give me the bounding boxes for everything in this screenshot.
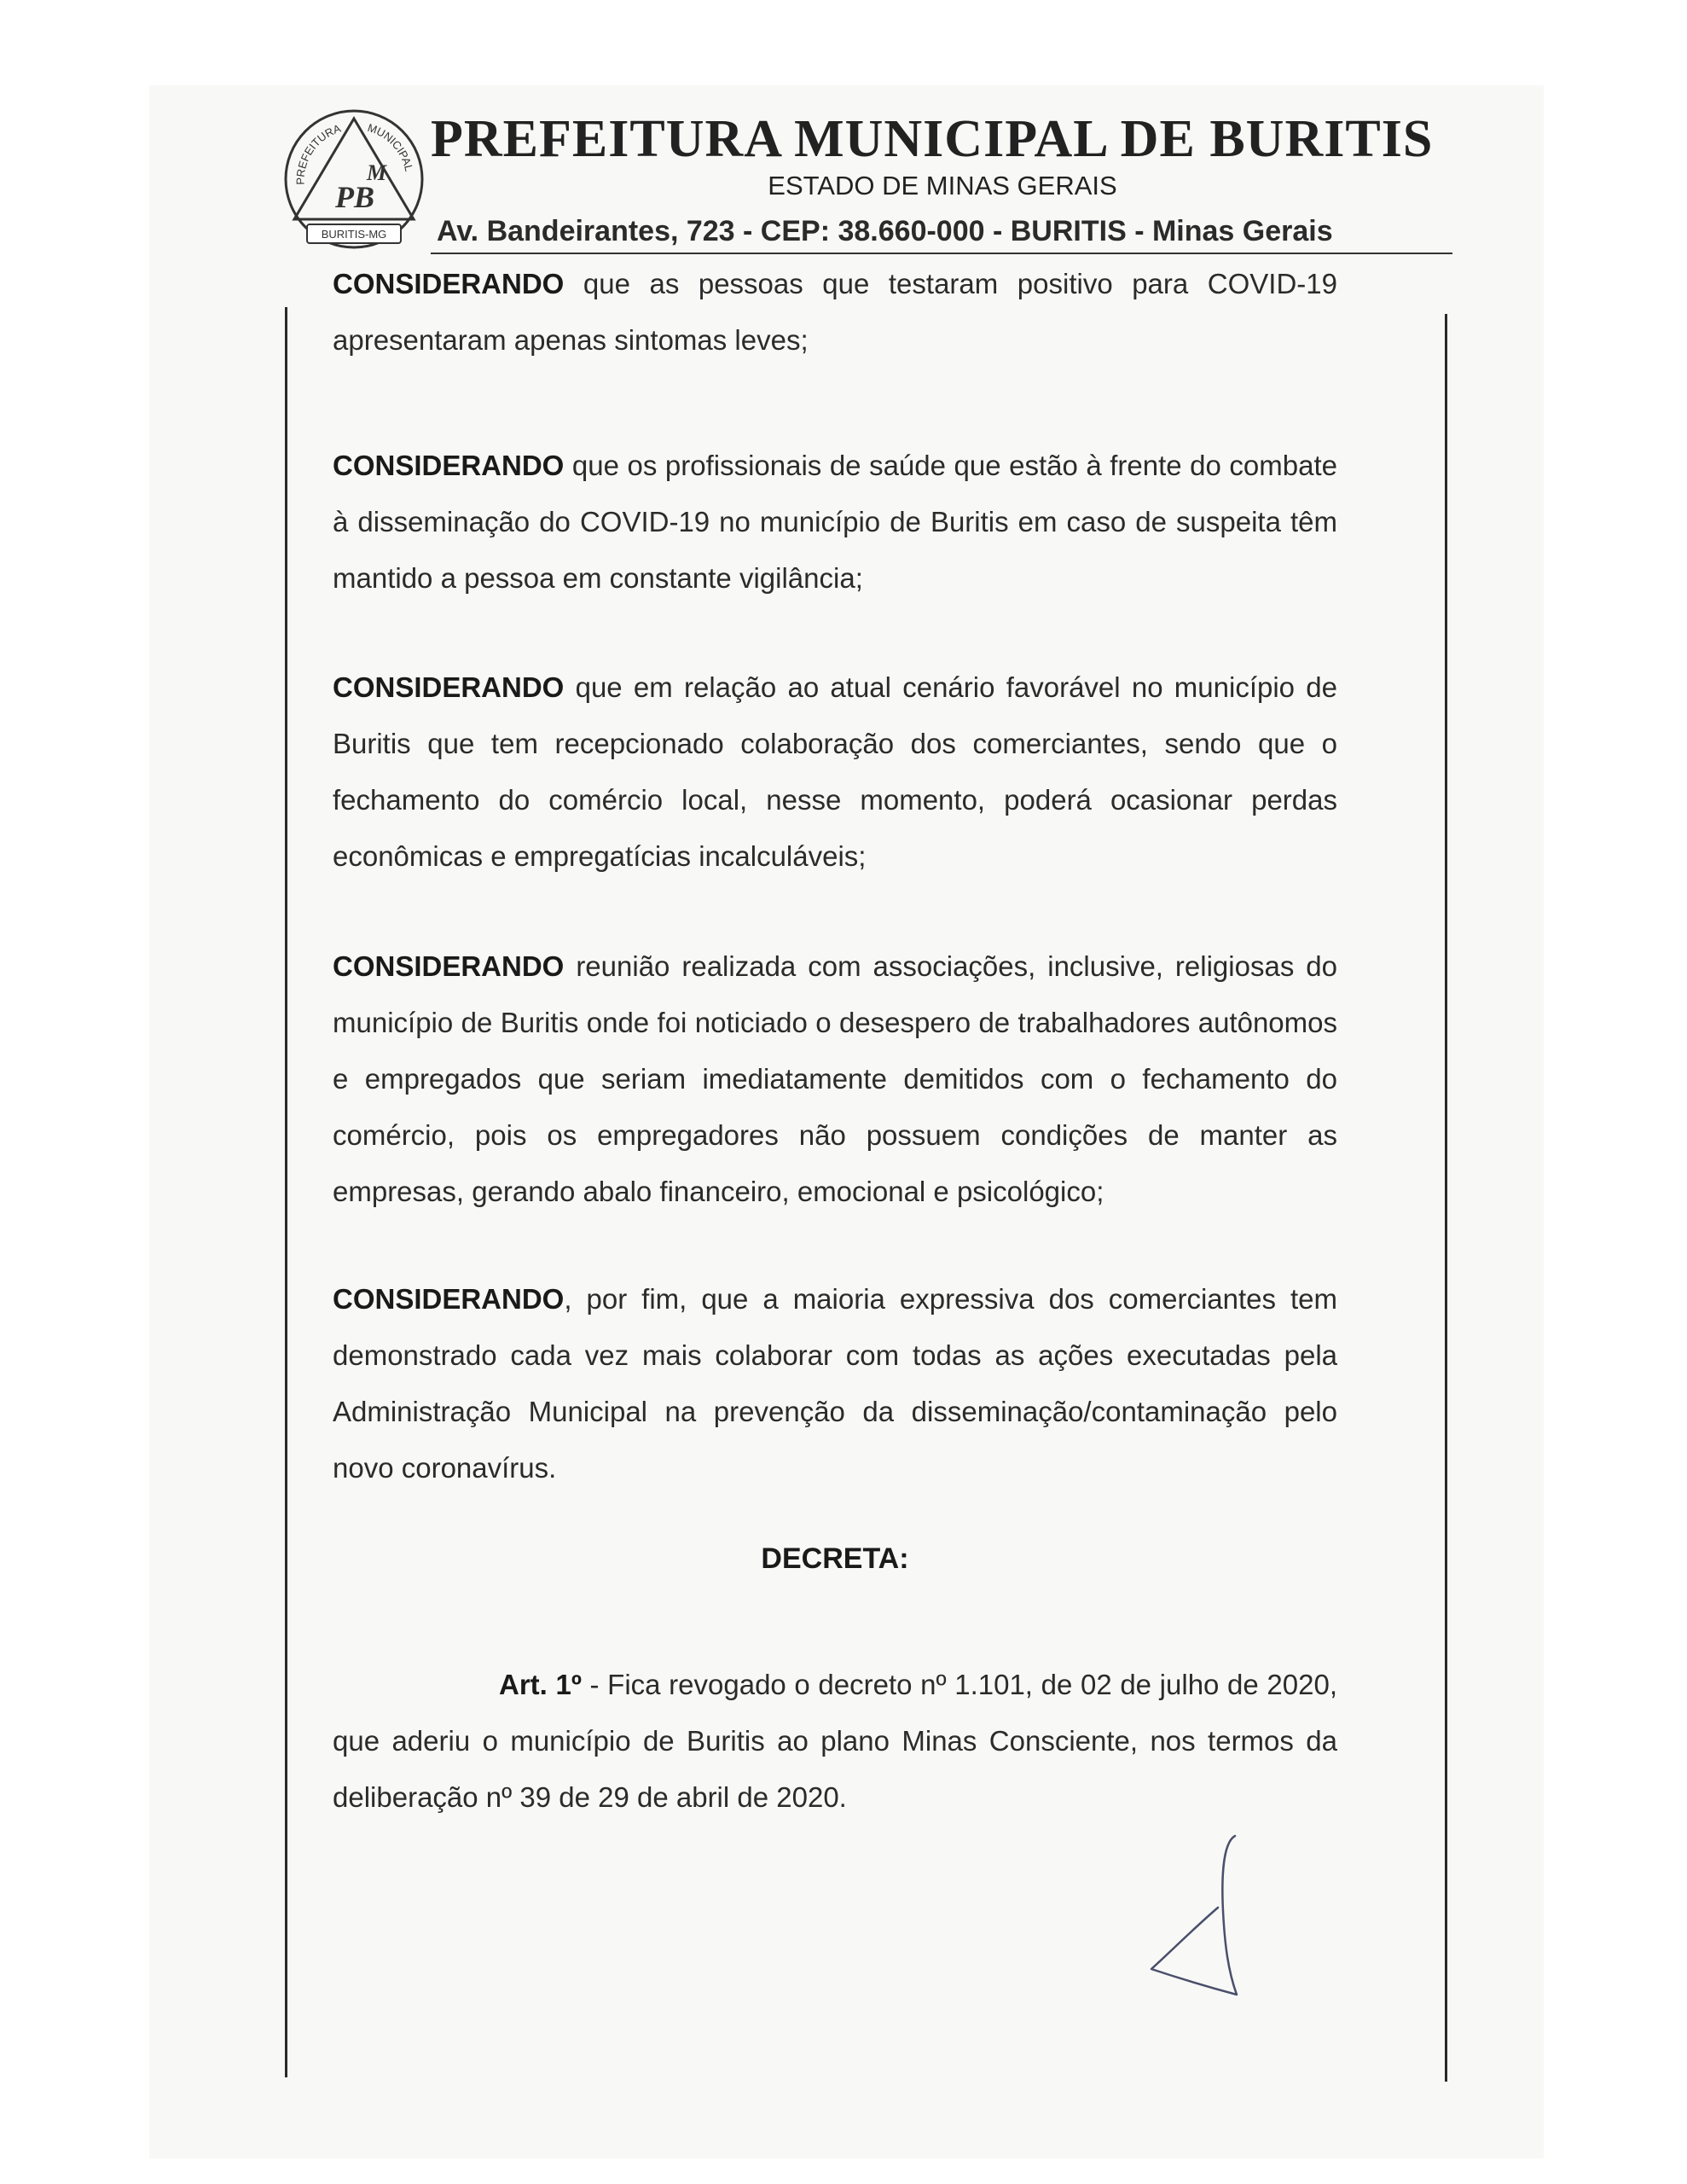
seal-right-text: MUNICIPAL [366, 120, 416, 173]
right-margin-line [1445, 314, 1447, 2082]
article-label: Art. 1º [499, 1669, 582, 1700]
considerando-paragraph-4 [333, 938, 1337, 1220]
considerando-keyword: CONSIDERANDO [333, 950, 565, 982]
municipal-seal-logo [281, 107, 426, 252]
article-text: - Fica revogado o decreto nº 1.101, de 02 de julho de 2020, que aderiu o município de Buritis ao plano Minas Consciente, nos termos da deliberação nº 39 de 29 de abril de 2020. [333, 1669, 1337, 1813]
letterhead-title: PREFEITURA MUNICIPAL DE BURITIS [431, 110, 1434, 168]
considerando-keyword: CONSIDERANDO [333, 268, 565, 299]
considerando-keyword: CONSIDERANDO [333, 450, 565, 481]
seal-monogram: PB [335, 180, 375, 214]
seal-top-text: PREFEITURA [293, 121, 343, 185]
paragraph-text: , por fim, que a maioria expressiva dos comerciantes tem demonstrado cada vez mais colaborar com todas as ações executadas pela Administração Municipal na prevenção da disseminação/contaminação pelo novo coronavírus. [333, 1283, 1337, 1484]
letterhead-address: Av. Bandeirantes, 723 - CEP: 38.660-000 - BURITIS - Minas Gerais [437, 215, 1333, 247]
letterhead-state: ESTADO DE MINAS GERAIS [768, 171, 1117, 200]
paragraph-text: que os profissionais de saúde que estão à frente do combate à disseminação do COVID-19 no município de Buritis em caso de suspeita têm mantido a pessoa em constante vigilância; [333, 450, 1337, 594]
paragraph-text: reunião realizada com associações, inclusive, religiosas do município de Buritis onde foi noticiado o desespero de trabalhadores autônomos e empregados que seriam imediatamente demitidos com o fechamento do comércio, pois os empregadores não possuem condições de manter as empresas, gerando abalo financeiro, emocional e psicológico; [333, 950, 1337, 1207]
left-margin-line [285, 307, 287, 2077]
svg-text:PREFEITURA [294, 122, 343, 185]
letterhead-rule [431, 253, 1452, 254]
considerando-paragraph-1 [333, 256, 1337, 369]
considerando-paragraph-2 [333, 438, 1337, 607]
handwritten-signature [1134, 1826, 1271, 2013]
considerando-paragraph-5 [333, 1271, 1337, 1496]
considerando-paragraph-3 [333, 659, 1337, 885]
seal-bottom-text: BURITIS-MG [321, 228, 387, 241]
article-1-paragraph [333, 1657, 1337, 1826]
letterhead [0, 0, 1687, 273]
decreta-heading: DECRETA: [761, 1542, 909, 1575]
paragraph-text: que em relação ao atual cenário favorável no município de Buritis que tem recepcionado colaboração dos comerciantes, sendo que o fechamento do comércio local, nesse momento, poderá ocasionar perdas econômicas e empregatícias incalculáveis; [333, 671, 1337, 872]
paragraph-text: que as pessoas que testaram positivo para COVID-19 apresentaram apenas sintomas leves; [333, 268, 1337, 356]
considerando-keyword: CONSIDERANDO [333, 671, 565, 703]
considerando-keyword: CONSIDERANDO [333, 1283, 565, 1315]
seal-monogram-top: M [367, 160, 387, 185]
